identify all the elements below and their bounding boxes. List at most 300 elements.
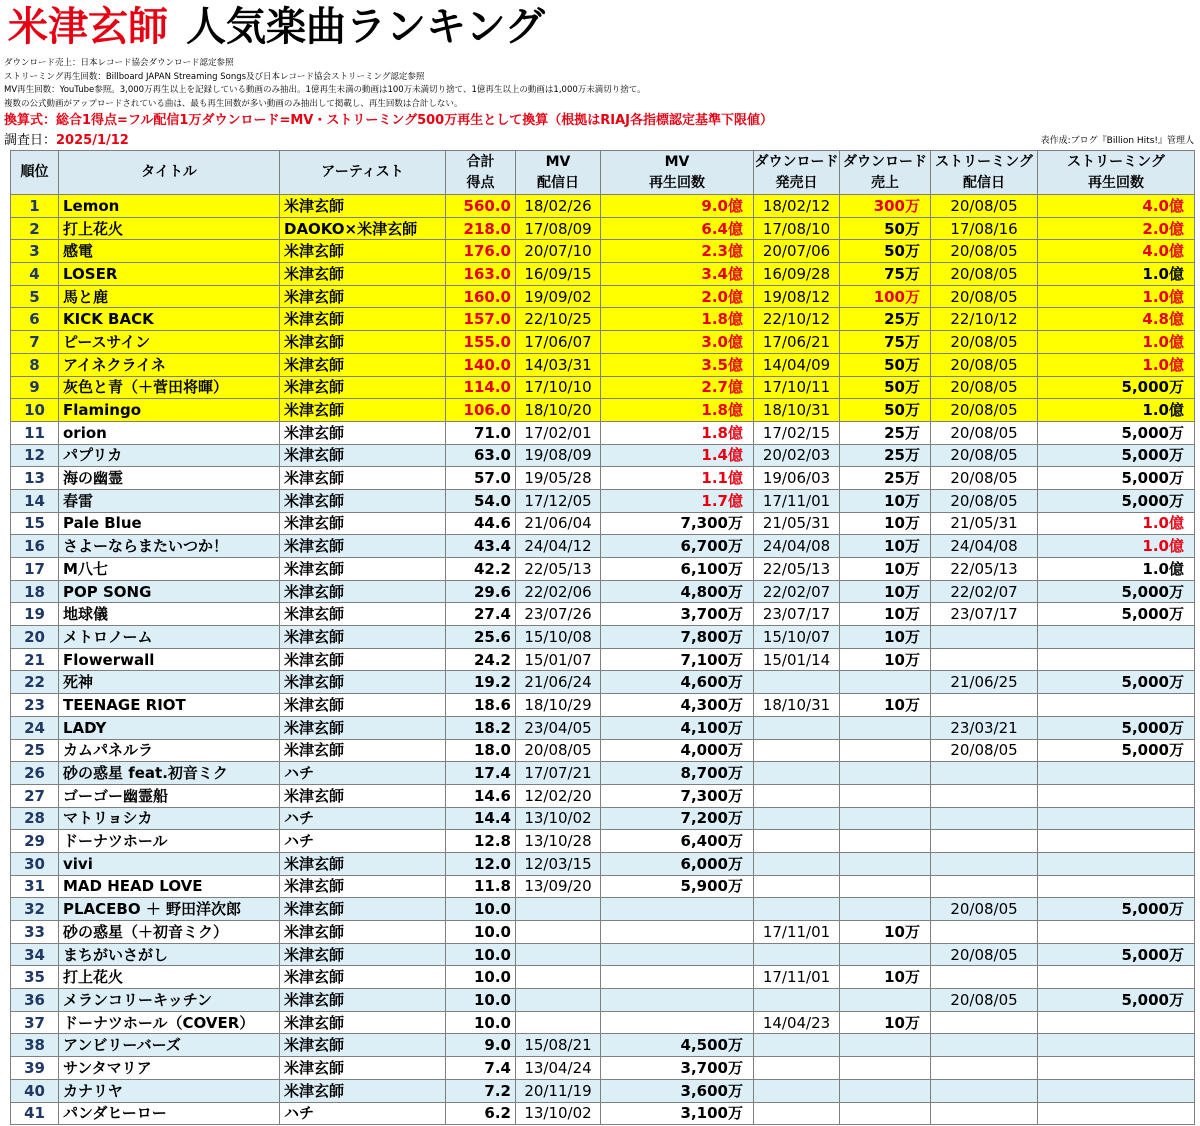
title-cell: メランコリーキッチン: [59, 989, 280, 1012]
st-plays-cell: 5,000万: [1038, 898, 1195, 921]
st-plays-cell: 2.0億: [1038, 217, 1195, 240]
mv-plays-cell: 6,000万: [601, 852, 754, 875]
dl-sales-cell: 10万: [840, 921, 931, 944]
dl-date-cell: [754, 989, 840, 1012]
rank-cell: 7: [11, 331, 59, 354]
mv-date-cell: 17/08/09: [516, 217, 601, 240]
dl-date-cell: 17/10/11: [754, 376, 840, 399]
st-plays-cell: [1038, 807, 1195, 830]
mv-date-cell: 19/05/28: [516, 467, 601, 490]
dl-date-cell: 14/04/09: [754, 353, 840, 376]
title-cell: orion: [59, 421, 280, 444]
table-row: [11, 558, 1195, 581]
artist-cell: 米津玄師: [280, 580, 446, 603]
rank-cell: 35: [11, 966, 59, 989]
st-plays-cell: 5,000万: [1038, 716, 1195, 739]
mv-date-cell: [516, 943, 601, 966]
st-date-cell: 21/05/31: [931, 512, 1038, 535]
st-plays-cell: [1038, 852, 1195, 875]
table-header-row: [11, 151, 1195, 195]
st-date-cell: 20/08/05: [931, 285, 1038, 308]
table-row: [11, 1011, 1195, 1034]
st-plays-cell: 4.0億: [1038, 195, 1195, 218]
mv-date-cell: 12/02/20: [516, 784, 601, 807]
mv-date-cell: 13/10/02: [516, 807, 601, 830]
score-cell: 25.6: [446, 626, 516, 649]
st-plays-cell: 1.0億: [1038, 285, 1195, 308]
header-mv-date: [516, 151, 601, 195]
rank-cell: 21: [11, 648, 59, 671]
st-plays-cell: 1.0億: [1038, 558, 1195, 581]
score-cell: 106.0: [446, 399, 516, 422]
score-cell: 44.6: [446, 512, 516, 535]
survey-date: 2025/1/12: [56, 133, 129, 148]
title-cell: MAD HEAD LOVE: [59, 875, 280, 898]
st-date-cell: 22/05/13: [931, 558, 1038, 581]
artist-cell: 米津玄師: [280, 535, 446, 558]
mv-date-cell: [516, 1011, 601, 1034]
title-cell: LOSER: [59, 263, 280, 286]
header-dl-date-line1: ダウンロード: [754, 153, 839, 170]
title-cell: パンダヒーロー: [59, 1102, 280, 1125]
st-date-cell: 17/08/16: [931, 217, 1038, 240]
mv-plays-cell: 2.0億: [601, 285, 754, 308]
title-cell: ゴーゴー幽霊船: [59, 784, 280, 807]
dl-sales-cell: 100万: [840, 285, 931, 308]
st-date-cell: 20/08/05: [931, 240, 1038, 263]
table-row: [11, 1079, 1195, 1102]
score-cell: 19.2: [446, 671, 516, 694]
artist-cell: 米津玄師: [280, 671, 446, 694]
title-cell: LADY: [59, 716, 280, 739]
dl-date-cell: 20/02/03: [754, 444, 840, 467]
header-title: タイトル: [59, 151, 280, 195]
score-cell: 10.0: [446, 921, 516, 944]
dl-sales-cell: 50万: [840, 399, 931, 422]
dl-date-cell: [754, 716, 840, 739]
score-cell: 10.0: [446, 989, 516, 1012]
score-cell: 27.4: [446, 603, 516, 626]
table-row: [11, 195, 1195, 218]
st-date-cell: 20/08/05: [931, 943, 1038, 966]
mv-plays-cell: 6,100万: [601, 558, 754, 581]
rank-cell: 40: [11, 1079, 59, 1102]
st-plays-cell: 1.0億: [1038, 263, 1195, 286]
mv-plays-cell: 3.5億: [601, 353, 754, 376]
table-row: [11, 308, 1195, 331]
mv-date-cell: 17/07/21: [516, 762, 601, 785]
st-plays-cell: [1038, 1102, 1195, 1125]
title-cell: カナリヤ: [59, 1079, 280, 1102]
score-cell: 12.8: [446, 830, 516, 853]
rank-cell: 9: [11, 376, 59, 399]
score-cell: 43.4: [446, 535, 516, 558]
score-cell: 9.0: [446, 1034, 516, 1057]
mv-date-cell: [516, 966, 601, 989]
table-row: [11, 626, 1195, 649]
st-plays-cell: 4.8億: [1038, 308, 1195, 331]
mv-plays-cell: [601, 966, 754, 989]
rank-cell: 18: [11, 580, 59, 603]
rank-cell: 28: [11, 807, 59, 830]
title-cell: アンビリーバーズ: [59, 1034, 280, 1057]
score-cell: 18.0: [446, 739, 516, 762]
artist-cell: 米津玄師: [280, 331, 446, 354]
mv-date-cell: 18/10/20: [516, 399, 601, 422]
mv-date-cell: 13/10/28: [516, 830, 601, 853]
header-st-date: [931, 151, 1038, 195]
artist-cell: 米津玄師: [280, 852, 446, 875]
artist-cell: 米津玄師: [280, 875, 446, 898]
table-row: [11, 467, 1195, 490]
header-dl-date: [754, 151, 840, 195]
dl-date-cell: 17/06/21: [754, 331, 840, 354]
st-plays-cell: 5,000万: [1038, 376, 1195, 399]
title-cell: サンタマリア: [59, 1057, 280, 1080]
table-row: [11, 898, 1195, 921]
dl-date-cell: 18/02/12: [754, 195, 840, 218]
rank-cell: 39: [11, 1057, 59, 1080]
dl-date-cell: [754, 1034, 840, 1057]
score-cell: 63.0: [446, 444, 516, 467]
dl-date-cell: 16/09/28: [754, 263, 840, 286]
st-plays-cell: 5,000万: [1038, 943, 1195, 966]
artist-cell: 米津玄師: [280, 648, 446, 671]
score-cell: 71.0: [446, 421, 516, 444]
mv-plays-cell: [601, 898, 754, 921]
title-cell: PLACEBO ＋ 野田洋次郎: [59, 898, 280, 921]
dl-date-cell: [754, 830, 840, 853]
title-subtitle: 人気楽曲ランキング: [186, 4, 545, 50]
dl-sales-cell: 10万: [840, 648, 931, 671]
dl-sales-cell: 25万: [840, 444, 931, 467]
dl-sales-cell: 75万: [840, 263, 931, 286]
rank-cell: 38: [11, 1034, 59, 1057]
table-row: [11, 716, 1195, 739]
table-row: [11, 421, 1195, 444]
dl-date-cell: 22/02/07: [754, 580, 840, 603]
artist-cell: 米津玄師: [280, 263, 446, 286]
dl-date-cell: 24/04/08: [754, 535, 840, 558]
title-cell: Pale Blue: [59, 512, 280, 535]
dl-sales-cell: 300万: [840, 195, 931, 218]
dl-sales-cell: 50万: [840, 217, 931, 240]
mv-plays-cell: [601, 943, 754, 966]
artist-cell: 米津玄師: [280, 943, 446, 966]
title-cell: パプリカ: [59, 444, 280, 467]
title-cell: 灰色と青（＋菅田将暉）: [59, 376, 280, 399]
artist-cell: 米津玄師: [280, 966, 446, 989]
table-row: [11, 489, 1195, 512]
st-date-cell: 20/08/05: [931, 489, 1038, 512]
mv-plays-cell: 1.8億: [601, 399, 754, 422]
dl-sales-cell: 10万: [840, 1011, 931, 1034]
mv-plays-cell: 2.7億: [601, 376, 754, 399]
artist-cell: 米津玄師: [280, 694, 446, 717]
st-date-cell: 22/02/07: [931, 580, 1038, 603]
mv-plays-cell: 4,300万: [601, 694, 754, 717]
st-plays-cell: [1038, 784, 1195, 807]
note-line: ストリーミング再生回数：Billboard JAPAN Streaming Songs及び日本レコード協会ストリーミング認定参照: [4, 71, 425, 82]
mv-plays-cell: [601, 1011, 754, 1034]
score-cell: 6.2: [446, 1102, 516, 1125]
mv-plays-cell: 3,100万: [601, 1102, 754, 1125]
rank-cell: 34: [11, 943, 59, 966]
dl-sales-cell: 10万: [840, 603, 931, 626]
mv-plays-cell: 6,700万: [601, 535, 754, 558]
artist-cell: 米津玄師: [280, 399, 446, 422]
mv-date-cell: 20/08/05: [516, 739, 601, 762]
mv-date-cell: 17/02/01: [516, 421, 601, 444]
mv-date-cell: 12/03/15: [516, 852, 601, 875]
st-date-cell: 20/08/05: [931, 399, 1038, 422]
mv-plays-cell: 1.8億: [601, 421, 754, 444]
artist-cell: ハチ: [280, 762, 446, 785]
mv-date-cell: 14/03/31: [516, 353, 601, 376]
rank-cell: 1: [11, 195, 59, 218]
artist-cell: ハチ: [280, 830, 446, 853]
mv-plays-cell: 8,700万: [601, 762, 754, 785]
dl-sales-cell: 10万: [840, 558, 931, 581]
rank-cell: 36: [11, 989, 59, 1012]
table-row: [11, 830, 1195, 853]
rank-cell: 29: [11, 830, 59, 853]
header-score: [446, 151, 516, 195]
dl-date-cell: 22/10/12: [754, 308, 840, 331]
survey-date-line: [4, 132, 129, 149]
st-plays-cell: [1038, 648, 1195, 671]
dl-sales-cell: 10万: [840, 694, 931, 717]
table-row: [11, 807, 1195, 830]
score-cell: 29.6: [446, 580, 516, 603]
artist-cell: 米津玄師: [280, 353, 446, 376]
title-artist: 米津玄師: [8, 4, 168, 50]
artist-cell: 米津玄師: [280, 1057, 446, 1080]
header-mv-plays-line2: 再生回数: [649, 174, 705, 191]
note-line: ダウンロード売上：日本レコード協会ダウンロード認定参照: [4, 58, 234, 68]
st-date-cell: 20/08/05: [931, 331, 1038, 354]
st-plays-cell: 1.0億: [1038, 535, 1195, 558]
title-cell: Flowerwall: [59, 648, 280, 671]
mv-plays-cell: 1.4億: [601, 444, 754, 467]
score-cell: 17.4: [446, 762, 516, 785]
st-plays-cell: 1.0億: [1038, 353, 1195, 376]
st-date-cell: [931, 875, 1038, 898]
score-cell: 160.0: [446, 285, 516, 308]
st-date-cell: [931, 762, 1038, 785]
dl-date-cell: [754, 943, 840, 966]
st-date-cell: 20/08/05: [931, 739, 1038, 762]
st-date-cell: 24/04/08: [931, 535, 1038, 558]
dl-date-cell: [754, 1057, 840, 1080]
mv-plays-cell: 1.8億: [601, 308, 754, 331]
st-plays-cell: 1.0億: [1038, 331, 1195, 354]
page-title: [8, 2, 545, 52]
dl-date-cell: 20/07/06: [754, 240, 840, 263]
dl-sales-cell: [840, 784, 931, 807]
st-plays-cell: 5,000万: [1038, 489, 1195, 512]
table-row: [11, 921, 1195, 944]
st-plays-cell: [1038, 875, 1195, 898]
mv-date-cell: 19/09/02: [516, 285, 601, 308]
dl-date-cell: 15/10/07: [754, 626, 840, 649]
mv-date-cell: 20/07/10: [516, 240, 601, 263]
title-cell: TEENAGE RIOT: [59, 694, 280, 717]
dl-sales-cell: 50万: [840, 376, 931, 399]
score-cell: 155.0: [446, 331, 516, 354]
title-cell: 打上花火: [59, 966, 280, 989]
mv-date-cell: 20/11/19: [516, 1079, 601, 1102]
artist-cell: 米津玄師: [280, 376, 446, 399]
dl-sales-cell: 10万: [840, 512, 931, 535]
artist-cell: 米津玄師: [280, 898, 446, 921]
table-row: [11, 331, 1195, 354]
dl-sales-cell: 10万: [840, 535, 931, 558]
dl-date-cell: 19/06/03: [754, 467, 840, 490]
mv-plays-cell: 3,700万: [601, 1057, 754, 1080]
mv-date-cell: 22/10/25: [516, 308, 601, 331]
title-cell: POP SONG: [59, 580, 280, 603]
rank-cell: 2: [11, 217, 59, 240]
st-date-cell: 20/08/05: [931, 263, 1038, 286]
dl-date-cell: [754, 898, 840, 921]
st-date-cell: [931, 1011, 1038, 1034]
st-plays-cell: [1038, 1079, 1195, 1102]
table-row: [11, 739, 1195, 762]
title-cell: 地球儀: [59, 603, 280, 626]
mv-plays-cell: [601, 921, 754, 944]
title-cell: カムパネルラ: [59, 739, 280, 762]
table-row: [11, 285, 1195, 308]
mv-date-cell: 18/02/26: [516, 195, 601, 218]
dl-date-cell: 18/10/31: [754, 694, 840, 717]
rank-cell: 6: [11, 308, 59, 331]
score-cell: 18.2: [446, 716, 516, 739]
header-st-plays-line2: 再生回数: [1088, 174, 1144, 191]
st-date-cell: 20/08/05: [931, 421, 1038, 444]
artist-cell: 米津玄師: [280, 512, 446, 535]
mv-plays-cell: 4,500万: [601, 1034, 754, 1057]
ranking-table: [10, 150, 1195, 1125]
mv-date-cell: 23/07/26: [516, 603, 601, 626]
dl-date-cell: 19/08/12: [754, 285, 840, 308]
conversion-formula: 換算式：総合1得点=フル配信1万ダウンロード=MV・ストリーミング500万再生として換算（根拠はRIAJ各指標認定基準下限値）: [4, 113, 773, 128]
artist-cell: 米津玄師: [280, 489, 446, 512]
rank-cell: 24: [11, 716, 59, 739]
score-cell: 42.2: [446, 558, 516, 581]
artist-cell: 米津玄師: [280, 626, 446, 649]
rank-cell: 37: [11, 1011, 59, 1034]
table-row: [11, 694, 1195, 717]
dl-sales-cell: [840, 943, 931, 966]
st-plays-cell: [1038, 626, 1195, 649]
table-row: [11, 217, 1195, 240]
mv-date-cell: 17/12/05: [516, 489, 601, 512]
rank-cell: 12: [11, 444, 59, 467]
dl-date-cell: [754, 1079, 840, 1102]
st-date-cell: 20/08/05: [931, 376, 1038, 399]
mv-plays-cell: 7,300万: [601, 512, 754, 535]
st-date-cell: 20/08/05: [931, 898, 1038, 921]
rank-cell: 32: [11, 898, 59, 921]
mv-plays-cell: 4,100万: [601, 716, 754, 739]
st-date-cell: 21/06/25: [931, 671, 1038, 694]
dl-date-cell: [754, 807, 840, 830]
artist-cell: 米津玄師: [280, 240, 446, 263]
header-st-date-line1: ストリーミング: [935, 153, 1033, 170]
rank-cell: 5: [11, 285, 59, 308]
st-plays-cell: 5,000万: [1038, 989, 1195, 1012]
rank-cell: 25: [11, 739, 59, 762]
table-row: [11, 580, 1195, 603]
mv-plays-cell: 5,900万: [601, 875, 754, 898]
dl-sales-cell: 50万: [840, 240, 931, 263]
table-row: [11, 240, 1195, 263]
table-row: [11, 1057, 1195, 1080]
score-cell: 163.0: [446, 263, 516, 286]
table-row: [11, 353, 1195, 376]
title-cell: M八七: [59, 558, 280, 581]
rank-cell: 33: [11, 921, 59, 944]
dl-sales-cell: [840, 1057, 931, 1080]
score-cell: 12.0: [446, 852, 516, 875]
score-cell: 140.0: [446, 353, 516, 376]
st-plays-cell: 1.0億: [1038, 399, 1195, 422]
mv-plays-cell: 3.0億: [601, 331, 754, 354]
rank-cell: 14: [11, 489, 59, 512]
title-cell: 死神: [59, 671, 280, 694]
st-plays-cell: 5,000万: [1038, 671, 1195, 694]
score-cell: 7.4: [446, 1057, 516, 1080]
title-cell: 春雷: [59, 489, 280, 512]
score-cell: 218.0: [446, 217, 516, 240]
mv-date-cell: 15/08/21: [516, 1034, 601, 1057]
dl-sales-cell: 50万: [840, 353, 931, 376]
table-row: [11, 535, 1195, 558]
mv-date-cell: 24/04/12: [516, 535, 601, 558]
artist-cell: ハチ: [280, 807, 446, 830]
title-cell: KICK BACK: [59, 308, 280, 331]
mv-plays-cell: 7,800万: [601, 626, 754, 649]
score-cell: 11.8: [446, 875, 516, 898]
dl-date-cell: 15/01/14: [754, 648, 840, 671]
rank-cell: 41: [11, 1102, 59, 1125]
dl-sales-cell: [840, 830, 931, 853]
ranking-table-body: [11, 195, 1195, 1125]
rank-cell: 17: [11, 558, 59, 581]
rank-cell: 26: [11, 762, 59, 785]
rank-cell: 3: [11, 240, 59, 263]
dl-sales-cell: 10万: [840, 489, 931, 512]
table-row: [11, 444, 1195, 467]
title-cell: まちがいさがし: [59, 943, 280, 966]
mv-date-cell: 18/10/29: [516, 694, 601, 717]
artist-cell: 米津玄師: [280, 195, 446, 218]
title-cell: メトロノーム: [59, 626, 280, 649]
st-date-cell: [931, 1079, 1038, 1102]
st-plays-cell: 5,000万: [1038, 603, 1195, 626]
artist-cell: 米津玄師: [280, 1034, 446, 1057]
title-cell: Lemon: [59, 195, 280, 218]
header-st-plays-line1: ストリーミング: [1067, 153, 1165, 170]
dl-date-cell: 21/05/31: [754, 512, 840, 535]
mv-date-cell: 19/08/09: [516, 444, 601, 467]
score-cell: 10.0: [446, 966, 516, 989]
st-date-cell: [931, 807, 1038, 830]
dl-date-cell: 17/08/10: [754, 217, 840, 240]
st-date-cell: [931, 1034, 1038, 1057]
st-date-cell: [931, 830, 1038, 853]
